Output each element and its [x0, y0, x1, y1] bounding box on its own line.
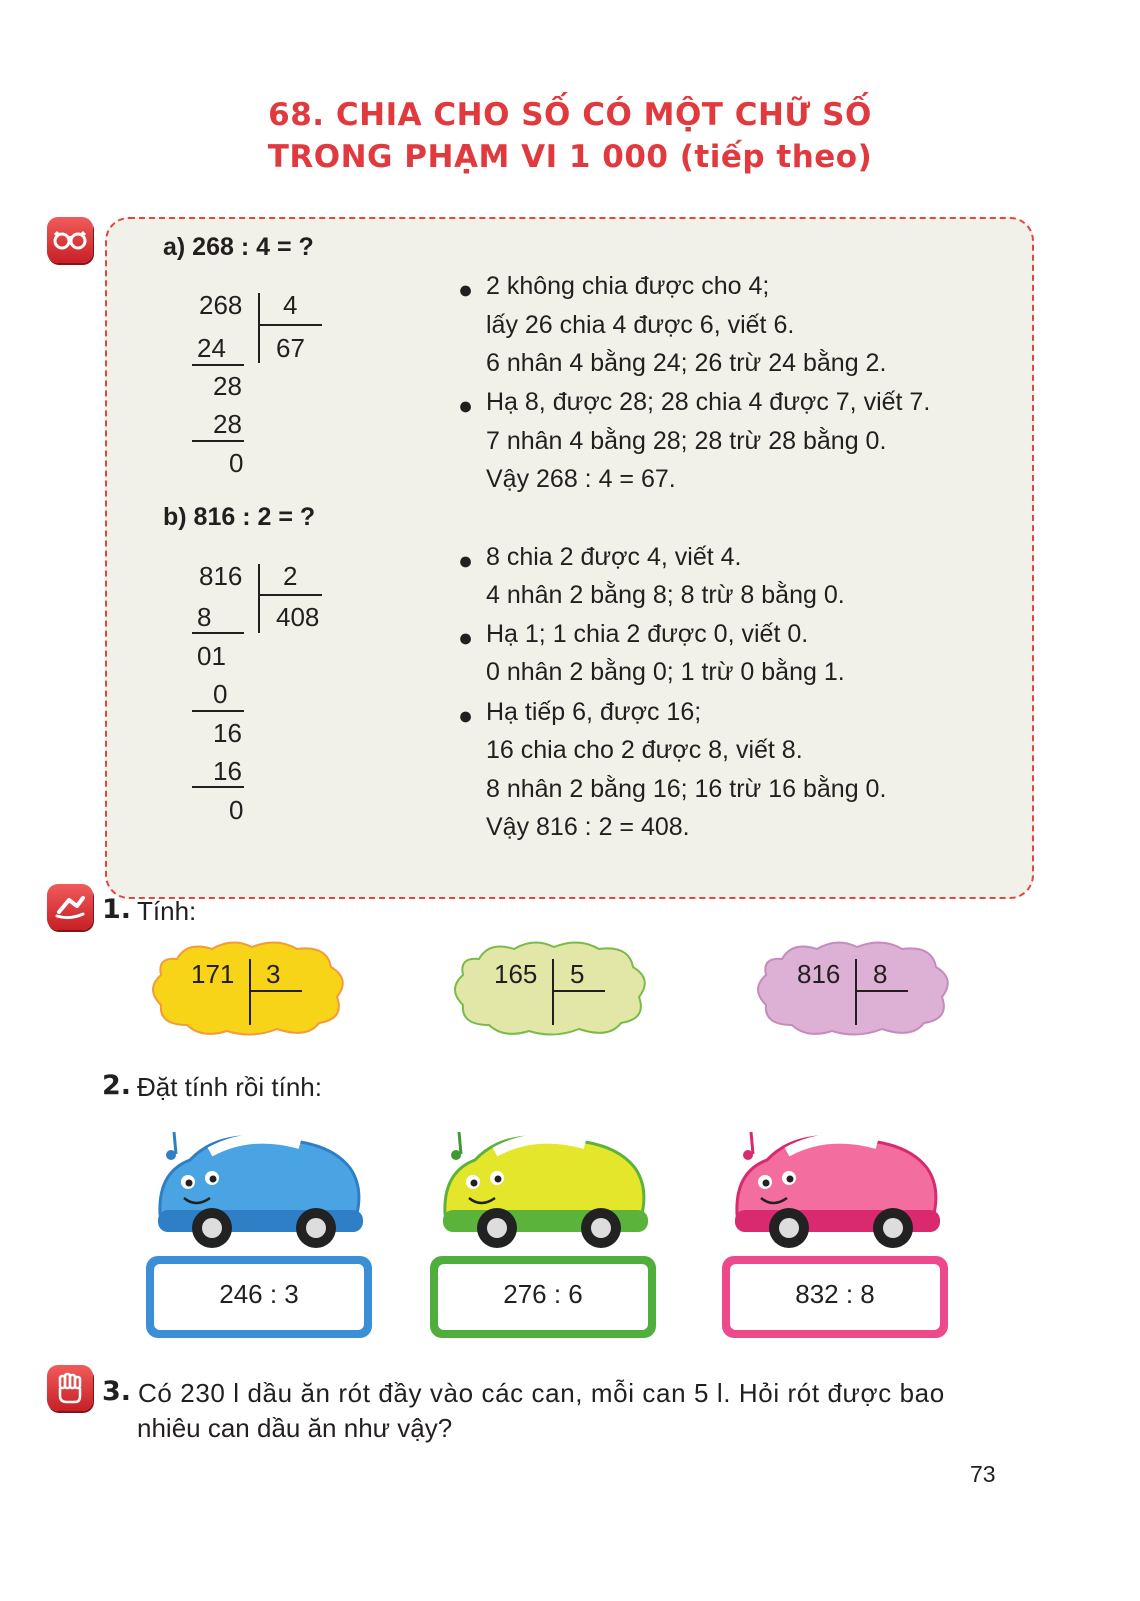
ex1-divisor: 5 [570, 959, 585, 989]
exercise3-line1: Có 230 l dầu ăn rót đầy vào các can, mỗi can 5 l. Hỏi rót được bao [138, 1378, 945, 1408]
part-a-label: a) 268 : 4 = ? [163, 233, 314, 261]
subtract-line [192, 440, 244, 442]
ex1-dividend: 165 [494, 959, 538, 989]
part-b-quotient: 408 [276, 602, 320, 632]
division-bar-vertical [258, 293, 260, 363]
part-a-explanation: 2 không chia được cho 4; [486, 272, 770, 300]
part-a-step: 28 [213, 371, 242, 401]
ex1-dividend: 816 [797, 959, 841, 989]
car-illustration [727, 1122, 947, 1259]
subtract-line [192, 364, 244, 366]
part-a-dividend: 268 [199, 290, 243, 320]
division-bar-vertical [855, 959, 857, 1025]
division-cloud [449, 939, 651, 1042]
part-b-explanation: 0 nhân 2 bằng 0; 1 trừ 0 bằng 1. [486, 658, 845, 686]
expression-plate [430, 1256, 656, 1338]
ex2-expression: 246 : 3 [219, 1279, 299, 1309]
part-a-step: 24 [197, 333, 226, 363]
part-b-dividend: 816 [199, 561, 243, 591]
exercise1-instruction: Tính: [137, 896, 197, 926]
practice-icon [47, 884, 93, 930]
expression-plate [146, 1256, 372, 1338]
part-b-step: 01 [197, 641, 226, 671]
division-bar-horizontal [259, 594, 322, 596]
part-b-explanation: Hạ tiếp 6, được 16; [486, 698, 702, 726]
part-a-explanation: 7 nhân 4 bằng 28; 28 trừ 28 bằng 0. [486, 427, 887, 455]
exercise2-instruction: Đặt tính rồi tính: [137, 1072, 322, 1102]
subtract-line [192, 786, 244, 788]
bullet-dot: ● [458, 624, 474, 652]
part-b-divisor: 2 [283, 561, 298, 591]
car-illustration [150, 1122, 370, 1259]
division-bar-horizontal [856, 990, 908, 992]
expression-plate [722, 1256, 948, 1338]
part-b-step: 16 [213, 718, 242, 748]
division-bar-horizontal [259, 324, 322, 326]
ex1-divisor: 8 [873, 959, 888, 989]
lesson-title-line2: TRONG PHẠM VI 1 000 (tiếp theo) [267, 139, 873, 175]
part-b-step: 16 [213, 756, 242, 786]
part-b-explanation: 4 nhân 2 bằng 8; 8 trừ 8 bằng 0. [486, 581, 845, 609]
division-bar-horizontal [553, 990, 605, 992]
bullet-dot: ● [458, 547, 474, 575]
part-a-step: 0 [229, 448, 244, 478]
part-b-step: 0 [213, 679, 228, 709]
part-a-explanation: 6 nhân 4 bằng 24; 26 trừ 24 bằng 2. [486, 349, 887, 377]
part-a-divisor: 4 [283, 290, 298, 320]
fist-icon [47, 1365, 93, 1411]
part-b-explanation: Hạ 1; 1 chia 2 được 0, viết 0. [486, 620, 809, 648]
part-b-explanation: Vậy 816 : 2 = 408. [486, 813, 690, 841]
division-bar-vertical [258, 564, 260, 633]
page-number: 73 [970, 1461, 996, 1487]
part-b-step: 8 [197, 602, 212, 632]
exercise3-number: 3. [102, 1376, 132, 1407]
division-bar-vertical [249, 959, 251, 1025]
part-b-label: b) 816 : 2 = ? [163, 503, 316, 531]
part-b-explanation: 8 nhân 2 bằng 16; 16 trừ 16 bằng 0. [486, 775, 887, 803]
ex2-expression: 832 : 8 [795, 1279, 875, 1309]
glasses-icon [47, 217, 93, 263]
subtract-line [192, 632, 244, 634]
part-a-explanation: lấy 26 chia 4 được 6, viết 6. [486, 311, 795, 339]
part-b-explanation: 16 chia cho 2 được 8, viết 8. [486, 736, 803, 764]
exercise2-number: 2. [102, 1070, 132, 1101]
ex1-dividend: 171 [191, 959, 235, 989]
part-a-step: 28 [213, 409, 242, 439]
ex2-expression: 276 : 6 [503, 1279, 583, 1309]
division-cloud [752, 939, 954, 1042]
part-a-explanation: Hạ 8, được 28; 28 chia 4 được 7, viết 7. [486, 388, 931, 416]
lesson-title-line1: 68. CHIA CHO SỐ CÓ MỘT CHỮ SỐ [268, 97, 872, 133]
car-illustration [435, 1122, 655, 1259]
ex1-divisor: 3 [266, 959, 281, 989]
division-bar-horizontal [250, 990, 302, 992]
exercise1-number: 1. [102, 894, 132, 925]
part-a-quotient: 67 [276, 333, 305, 363]
exercise3-line2: nhiêu can dầu ăn như vậy? [137, 1413, 453, 1443]
division-bar-vertical [552, 959, 554, 1025]
part-b-step: 0 [229, 795, 244, 825]
subtract-line [192, 710, 244, 712]
bullet-dot: ● [458, 276, 474, 304]
part-b-explanation: 8 chia 2 được 4, viết 4. [486, 543, 742, 571]
bullet-dot: ● [458, 392, 474, 420]
bullet-dot: ● [458, 702, 474, 730]
division-cloud [147, 939, 349, 1042]
part-a-explanation: Vậy 268 : 4 = 67. [486, 465, 676, 493]
